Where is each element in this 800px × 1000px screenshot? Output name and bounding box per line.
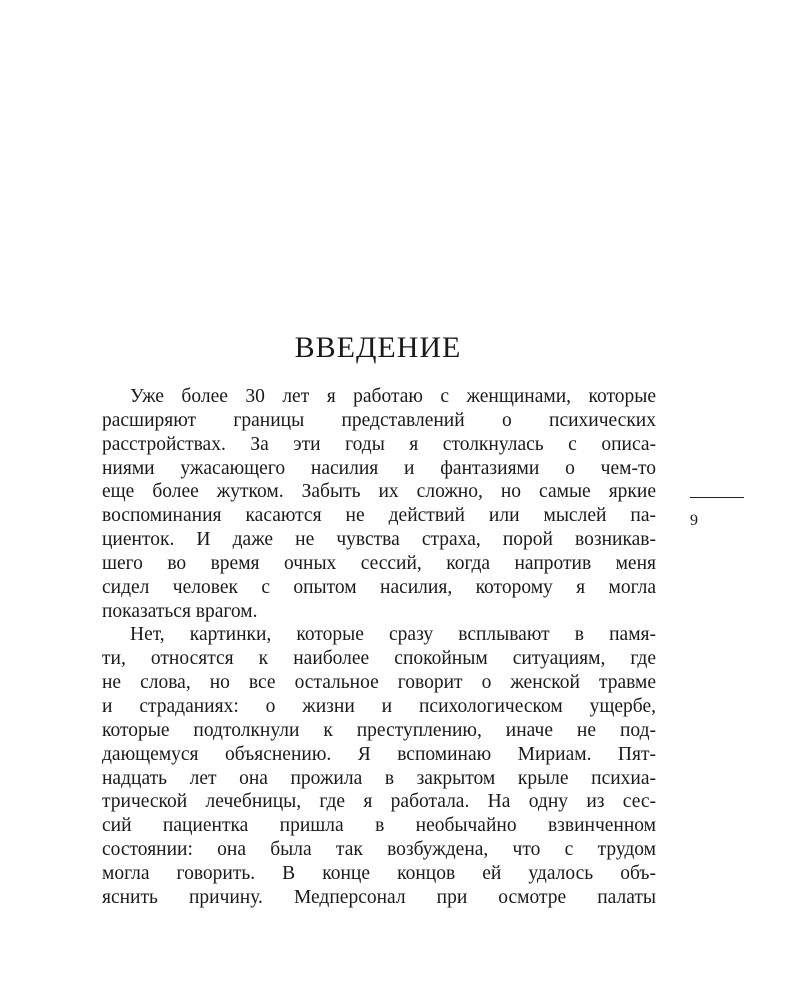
page-number: 9 [690, 512, 698, 529]
text-line: ниями ужасающего насилия и фантазиями о чем-то [102, 457, 656, 479]
text-line: воспоминания касаются не действий или мыслей па- [102, 505, 656, 527]
chapter-title: ВВЕДЕНИЕ [294, 331, 462, 364]
text-line: дающемуся объяснению. Я вспоминаю Мириам. Пят- [102, 743, 656, 765]
text-line: яснить причину. Медперсонал при осмотре палаты [102, 886, 656, 908]
text-line: шего во время очных сессий, когда напротив меня [102, 552, 656, 574]
folio-rule [690, 497, 744, 498]
text-line: циенток. И даже не чувства страха, порой возникав- [102, 529, 656, 551]
text-line: сий пациентка пришла в необычайно взвинченном [102, 815, 656, 837]
text-line: могла говорить. В конце концов ей удалось объ- [102, 862, 656, 884]
text-line: трической лечебницы, где я работала. На одну из сес- [102, 791, 656, 813]
text-line: Нет, картинки, которые сразу всплывают в памя- [130, 624, 656, 646]
text-line: расширяют границы представлений о психических [102, 409, 656, 431]
text-line: которые подтолкнули к преступлению, иначе не под- [102, 719, 656, 741]
text-line: и страданиях: о жизни и психологическом ущербе, [102, 695, 656, 717]
text-line: состоянии: она была так возбуждена, что с трудом [102, 839, 656, 861]
text-line: сидел человек с опытом насилия, которому я могла [102, 576, 656, 598]
text-line: надцать лет она прожила в закрытом крыле психиа- [102, 767, 656, 789]
text-line: еще более жутком. Забыть их сложно, но самые яркие [102, 481, 656, 503]
text-line: ти, относятся к наиболее спокойным ситуациям, где [102, 648, 656, 670]
text-line: Уже более 30 лет я работаю с женщинами, которые [130, 386, 656, 407]
text-line: не слова, но все остальное говорит о женской травме [102, 672, 656, 694]
text-line: расстройствах. За эти годы я столкнулась с описа- [102, 433, 656, 455]
body-text [102, 385, 656, 910]
text-line: показаться врагом. [102, 600, 258, 622]
